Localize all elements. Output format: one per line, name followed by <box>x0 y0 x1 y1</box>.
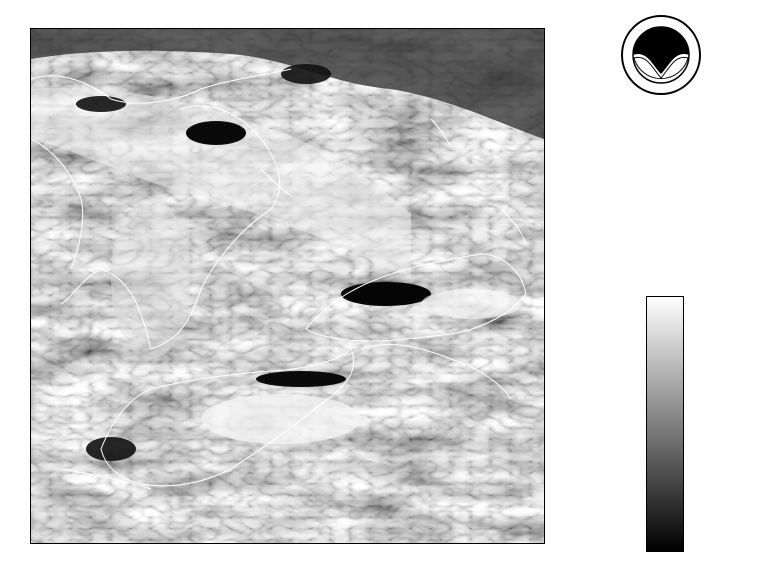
reflectance-colorbar <box>646 296 684 552</box>
noaa-logo <box>620 14 702 110</box>
satellite-map <box>30 28 545 544</box>
